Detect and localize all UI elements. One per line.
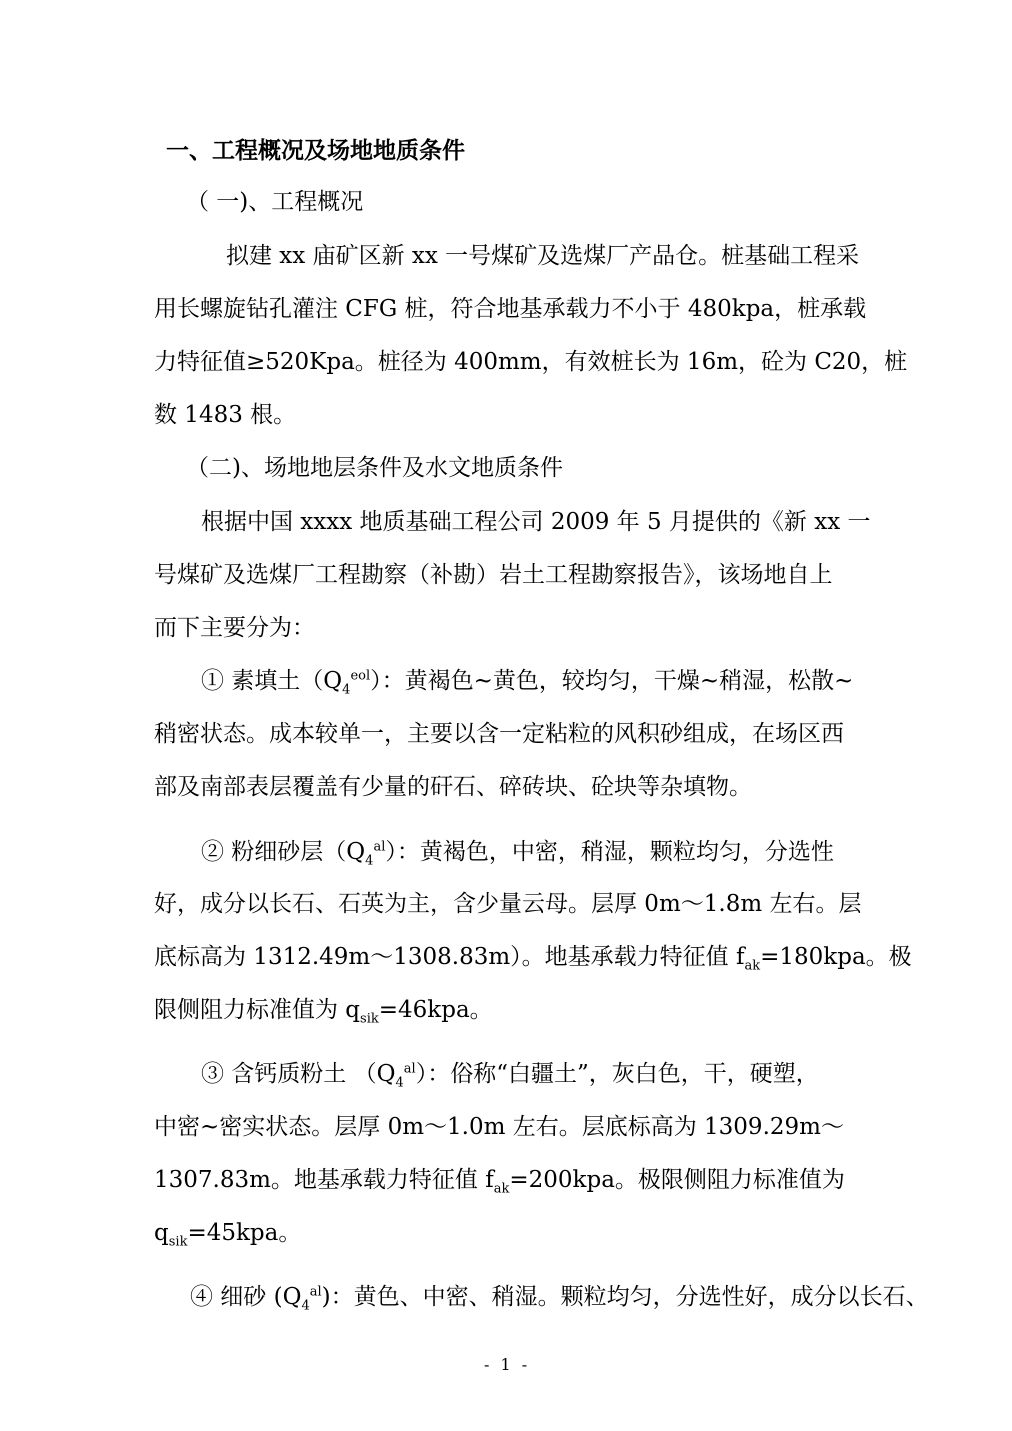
layer-2-rest: ）：黄褐色，中密，稍湿，颗粒均匀，分选性 <box>385 839 834 865</box>
layer-2-prefix: ② 粉细砂层（Q <box>201 839 366 865</box>
layer-3-line4a: q <box>154 1220 169 1246</box>
layer-1-prefix: ① 素填土（Q <box>201 668 343 694</box>
layer-2-line4b: =46kpa。 <box>378 997 493 1023</box>
paragraph-line <box>154 1165 845 1195</box>
layer-3-line <box>201 1059 819 1089</box>
layer-2-line3a: 底标高为 1312.49m～1308.83m）。地基承载力特征值 f <box>154 944 745 970</box>
paragraph-line: 拟建 xx 庙矿区新 xx 一号煤矿及选煤厂产品仓。桩基础工程采 <box>226 243 860 269</box>
paragraph-line <box>154 942 912 972</box>
paragraph-line: 用长螺旋钻孔灌注 CFG 桩，符合地基承载力不小于 480kpa，桩承载 <box>154 296 867 322</box>
layer-3-sub: 4 <box>395 1075 404 1091</box>
layer-1-rest: ）：黄褐色~黄色，较均匀，干燥~稍湿，松散~ <box>370 668 854 694</box>
layer-4-prefix: ④ 细砂 (Q <box>190 1284 302 1310</box>
layer-4-rest: )：黄色、中密、稍湿。颗粒均匀，分选性好，成分以长石、 <box>321 1284 929 1310</box>
paragraph-line: 数 1483 根。 <box>154 402 297 428</box>
paragraph-line: 根据中国 xxxx 地质基础工程公司 2009 年 5 月提供的《新 xx 一 <box>201 509 871 535</box>
layer-3-prefix: ③ 含钙质粉土 （Q <box>201 1061 396 1087</box>
paragraph-line: 稍密状态。成本较单一，主要以含一定粘粒的风积砂组成，在场区西 <box>154 721 844 747</box>
section-heading: 一、工程概况及场地地质条件 <box>166 137 465 164</box>
layer-3-line3sub: ak <box>493 1181 510 1197</box>
layer-2-line3sub: ak <box>744 958 761 974</box>
paragraph-line: 号煤矿及选煤厂工程勘察（补勘）岩土工程勘察报告》，该场地自上 <box>154 562 833 588</box>
layer-1-sub: 4 <box>342 682 351 698</box>
layer-2-sub: 4 <box>365 853 374 869</box>
paragraph-line: 而下主要分为： <box>154 615 315 641</box>
paragraph-line: 部及南部表层覆盖有少量的矸石、碎砖块、砼块等杂填物。 <box>154 774 752 800</box>
layer-2-line <box>201 837 834 867</box>
layer-1-sup: eol <box>350 668 371 684</box>
layer-2-line4a: 限侧阻力标准值为 q <box>154 997 361 1023</box>
paragraph-line: 力特征值≥520Kpa。桩径为 400mm，有效桩长为 16m，砼为 C20，桩 <box>154 349 908 375</box>
layer-3-rest: ）：俗称“白疆土”，灰白色，干，硬塑， <box>415 1061 819 1087</box>
layer-2-sup: al <box>373 839 386 855</box>
layer-3-line3b: =200kpa。极限侧阻力标准值为 <box>509 1167 845 1193</box>
layer-4-sub: 4 <box>301 1298 310 1314</box>
layer-3-line4b: =45kpa。 <box>187 1220 302 1246</box>
layer-2-line4sub: sik <box>360 1011 379 1027</box>
paragraph-line: 好，成分以长石、石英为主，含少量云母。层厚 0m～1.8m 左右。层 <box>154 891 862 917</box>
layer-3-sup: al <box>403 1061 416 1077</box>
layer-4-line <box>190 1282 929 1312</box>
layer-2-line3b: =180kpa。极 <box>760 944 912 970</box>
page-number: - 1 - <box>484 1355 531 1374</box>
layer-3-line3a: 1307.83m。地基承载力特征值 f <box>154 1167 494 1193</box>
subsection-heading-geology: （二)、场地地层条件及水文地质条件 <box>186 455 563 481</box>
layer-4-sup: al <box>309 1284 322 1300</box>
subsection-heading-overview: （ 一)、工程概况 <box>186 189 364 215</box>
paragraph-line <box>154 1218 301 1248</box>
layer-3-line4sub: sik <box>168 1234 188 1250</box>
layer-1-line <box>201 666 853 696</box>
paragraph-line: 中密~密实状态。层厚 0m～1.0m 左右。层底标高为 1309.29m～ <box>154 1114 844 1140</box>
paragraph-line <box>154 995 493 1025</box>
